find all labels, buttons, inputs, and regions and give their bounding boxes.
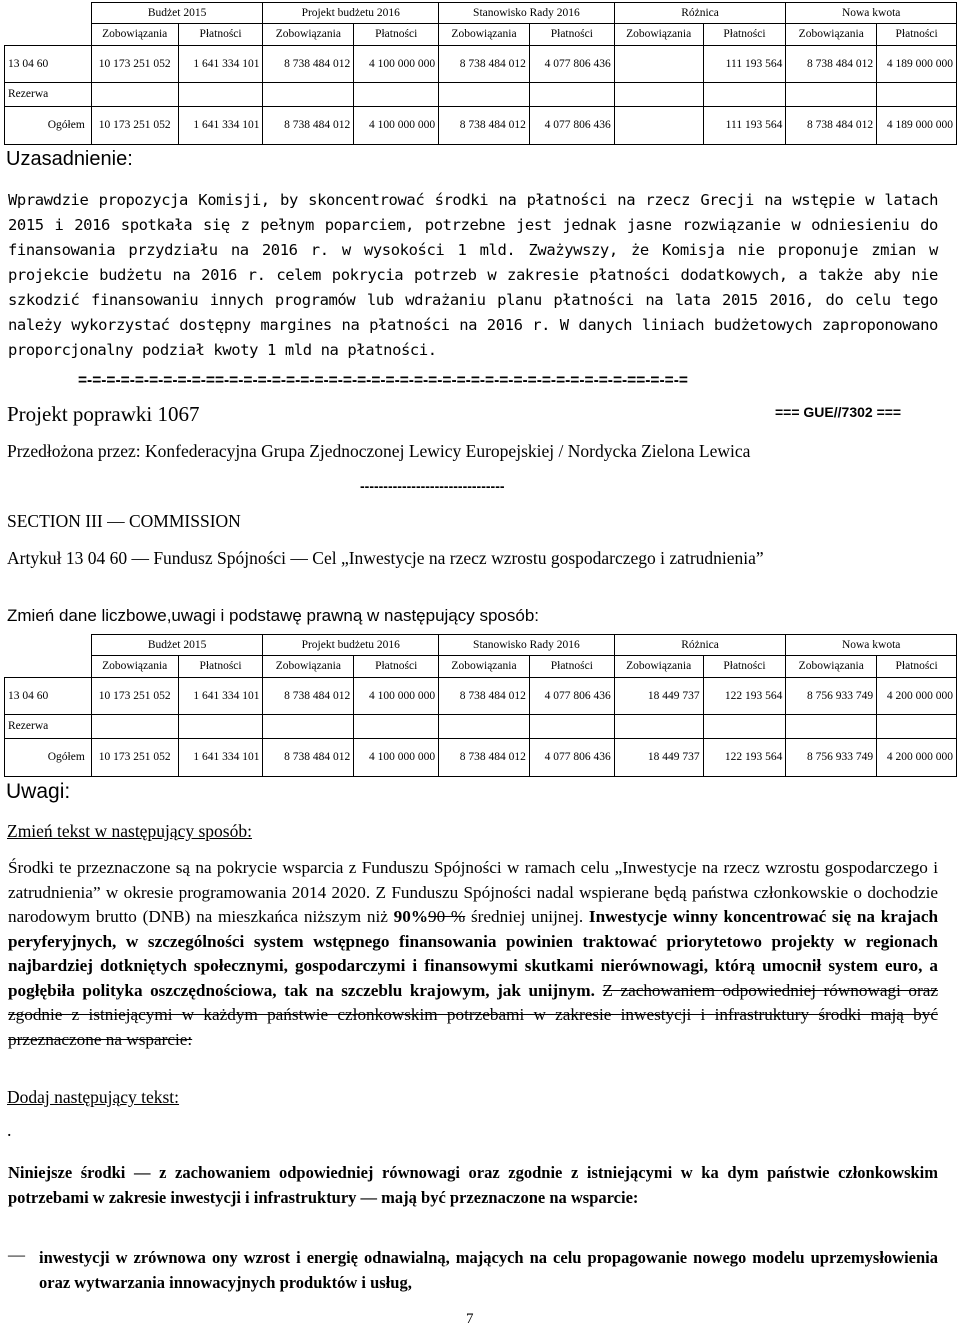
sub-header: Płatności bbox=[703, 24, 786, 46]
page-number: 7 bbox=[466, 1311, 474, 1327]
cell: 8 738 484 012 bbox=[263, 678, 354, 715]
amendment-title: Projekt poprawki 1067 bbox=[7, 402, 200, 426]
cell: 4 100 000 000 bbox=[354, 107, 439, 145]
cell: 8 738 484 012 bbox=[263, 107, 354, 145]
cell: 8 738 484 012 bbox=[439, 107, 530, 145]
sub-header: Zobowiązania bbox=[614, 656, 703, 678]
added-paragraph: Niniejsze środki — z zachowaniem odpowiedniej równowagi oraz zgodnie z istniejącymi w ka dym państwie członkowskim potrzebami w zakresie inwestycji i infrastruktury — mają być przeznaczone na wsparcie: bbox=[8, 1163, 938, 1207]
sub-header: Płatności bbox=[703, 656, 786, 678]
cell: 18 449 737 bbox=[614, 739, 703, 777]
remarks-added: Inwestycje winny koncentrować się na krajach peryferyjnych, w szczególności system wstępnego finansowania powinien traktować priorytetowo projekty w regionach najbardziej dotkniętych społecznymi, gospodarczymi i finansowymi skutkami nierównowagi, którą umocnił system euro, a pogłębiła polityka oszczędnościowa, tak na szczeblu krajowym, jak unijnym. bbox=[8, 907, 939, 1000]
cell: 8 738 484 012 bbox=[786, 46, 877, 83]
justification-text: Wprawdzie propozycja Komisji, by skoncentrować środki na płatności na rzecz Grecji na wstępie w latach 2015 i 2016 spotkała się z pełnym poparciem, potrzebne jest jednak jasne rozwiązanie w odniesieniu do finansowania przydziału na 2016 r. w wysokości 1 mld. Zważywszy, że Komisja nie proponuje zmian w projekcie budżetu na 2016 r. celem pokrycia potrzeb w zakresie płatności dodatkowych, a także aby nie szkodzić finansowaniu innych programów lub wdrażaniu planu płatności na lata 2015 2016, do celu tego należy wykorzystać dostępny margines na płatności na 2016 r. W danych liniach budżetowych zaproponowano proporcjonalny podział kwoty 1 mld na płatności. bbox=[8, 191, 938, 359]
cell: 8 738 484 012 bbox=[439, 46, 530, 83]
group-header: Nowa kwota bbox=[786, 3, 957, 24]
separator: =-=-=-=-=-=-=-=-=-==-=-=-=-=-=-=-=-=-=-=-=-=-=-=-=-=-=-=-=-=-=-=-=-=-=-=-=-=-==-=-=-= bbox=[78, 372, 688, 389]
group-header: Projekt budżetu 2016 bbox=[263, 635, 439, 656]
corner-cell bbox=[5, 24, 92, 46]
cell: 10 173 251 052 bbox=[91, 739, 178, 777]
article-heading bbox=[7, 546, 939, 571]
cell: 1 641 334 101 bbox=[178, 678, 263, 715]
cell: 4 100 000 000 bbox=[354, 739, 439, 777]
sub-header: Płatności bbox=[178, 656, 263, 678]
article-text: Artykuł 13 04 60 — Fundusz Spójności — Cel „Inwestycje na rzecz wzrostu gospodarczego i zatrudnienia” bbox=[7, 548, 764, 568]
cell: 122 193 564 bbox=[703, 739, 786, 777]
group-header: Stanowisko Rady 2016 bbox=[439, 3, 615, 24]
sub-header: Zobowiązania bbox=[786, 656, 877, 678]
dot-mark: . bbox=[7, 1120, 12, 1140]
remarks-heading: Uwagi: bbox=[6, 780, 71, 803]
budget-table-amendment bbox=[4, 634, 957, 777]
cell: 18 449 737 bbox=[614, 678, 703, 715]
change-text-label: Zmień tekst w następujący sposób: bbox=[7, 821, 252, 841]
cell: 10 173 251 052 bbox=[91, 107, 178, 145]
table-row bbox=[5, 107, 957, 145]
table-row bbox=[5, 715, 957, 739]
sub-header: Zobowiązania bbox=[786, 24, 877, 46]
dash-line: ------------------------------- bbox=[360, 478, 505, 494]
sub-header: Zobowiązania bbox=[614, 24, 703, 46]
corner-cell bbox=[5, 656, 92, 678]
row-label: 13 04 60 bbox=[5, 678, 92, 715]
group-header: Nowa kwota bbox=[786, 635, 957, 656]
cell: 8 756 933 749 bbox=[786, 739, 877, 777]
bullet-text: inwestycji w zrównowa ony wzrost i energię odnawialną, mających na celu propagowanie nowego modelu uprzemysłowienia oraz wytwarzania innowacyjnych produktów i usług, bbox=[39, 1248, 938, 1292]
cell: 8 738 484 012 bbox=[263, 739, 354, 777]
justification-heading: Uzasadnienie: bbox=[6, 148, 133, 170]
cell: 4 077 806 436 bbox=[529, 739, 614, 777]
corner-cell bbox=[5, 635, 92, 656]
cell: 4 100 000 000 bbox=[354, 46, 439, 83]
row-label: Ogółem bbox=[5, 107, 92, 145]
cell bbox=[614, 46, 703, 83]
cell: 4 100 000 000 bbox=[354, 678, 439, 715]
row-label: Rezerwa bbox=[5, 715, 92, 739]
sub-header: Płatności bbox=[877, 24, 957, 46]
change-instruction: Zmień dane liczbowe,uwagi i podstawę prawną w następujący sposób: bbox=[7, 606, 540, 625]
cell: 111 193 564 bbox=[703, 46, 786, 83]
cell: 4 077 806 436 bbox=[529, 678, 614, 715]
remarks-tail: średniej unijnej. bbox=[470, 907, 584, 926]
submitted-by: Przedłożona przez: Konfederacyjna Grupa Zjednoczonej Lewicy Europejskiej / Nordycka Zielona Lewica bbox=[7, 441, 751, 461]
cell: 4 077 806 436 bbox=[529, 46, 614, 83]
group-header: Budżet 2015 bbox=[91, 3, 263, 24]
cell: 8 738 484 012 bbox=[439, 739, 530, 777]
remarks-text bbox=[8, 856, 938, 1052]
cell: 10 173 251 052 bbox=[91, 46, 178, 83]
sub-header: Płatności bbox=[877, 656, 957, 678]
row-label: 13 04 60 bbox=[5, 46, 92, 83]
cell: 122 193 564 bbox=[703, 678, 786, 715]
remarks-new-value: 90% bbox=[393, 907, 429, 926]
group-header: Projekt budżetu 2016 bbox=[263, 3, 439, 24]
sub-header: Zobowiązania bbox=[91, 656, 178, 678]
group-header: Różnica bbox=[614, 3, 786, 24]
cell: 4 077 806 436 bbox=[529, 107, 614, 145]
remarks-intro: Środki te przeznaczone są na pokrycie wsparcia z Funduszu Spójności w ramach celu „Inwestycje na rzecz wzrostu gospodarczego i zatrudnienia” w okresie programowania 2014 2020. Z Funduszu Spójności nadal wspierane będą państwa członkowskie o dochodzie narodowym brutto (DNB) na mieszkańca niższym niż bbox=[8, 858, 938, 926]
budget-table-top bbox=[4, 2, 957, 145]
cell: 10 173 251 052 bbox=[91, 678, 178, 715]
cell: 4 189 000 000 bbox=[877, 107, 957, 145]
table-row bbox=[5, 83, 957, 107]
cell: 4 189 000 000 bbox=[877, 46, 957, 83]
sub-header: Płatności bbox=[529, 656, 614, 678]
section-heading: SECTION III — COMMISSION bbox=[7, 511, 241, 531]
cell: 8 738 484 012 bbox=[263, 46, 354, 83]
sub-header: Zobowiązania bbox=[263, 656, 354, 678]
group-header: Budżet 2015 bbox=[91, 635, 263, 656]
group-header: Stanowisko Rady 2016 bbox=[439, 635, 615, 656]
remarks-old-value: 90 % bbox=[428, 907, 466, 926]
remarks-deleted: Z zachowaniem odpowiedniej równowagi oraz zgodnie z istniejącymi w każdym państwie członkowskim potrzebami w zakresie inwestycji i infrastruktury środki mają być przeznaczone na wsparcie: bbox=[8, 980, 938, 1049]
table-row bbox=[5, 678, 957, 715]
sub-header: Płatności bbox=[354, 24, 439, 46]
sub-header: Płatności bbox=[178, 24, 263, 46]
group-header: Różnica bbox=[614, 635, 786, 656]
cell bbox=[614, 107, 703, 145]
cell: 111 193 564 bbox=[703, 107, 786, 145]
add-text-label: Dodaj następujący tekst: bbox=[7, 1087, 180, 1107]
cell: 4 200 000 000 bbox=[877, 678, 957, 715]
row-label: Ogółem bbox=[5, 739, 92, 777]
sub-header: Zobowiązania bbox=[91, 24, 178, 46]
cell: 4 200 000 000 bbox=[877, 739, 957, 777]
sub-header: Płatności bbox=[529, 24, 614, 46]
cell: 1 641 334 101 bbox=[178, 46, 263, 83]
cell: 8 756 933 749 bbox=[786, 678, 877, 715]
sub-header: Zobowiązania bbox=[263, 24, 354, 46]
cell: 1 641 334 101 bbox=[178, 739, 263, 777]
sub-header: Zobowiązania bbox=[439, 24, 530, 46]
corner-cell bbox=[5, 3, 92, 24]
cell: 8 738 484 012 bbox=[786, 107, 877, 145]
sub-header: Płatności bbox=[354, 656, 439, 678]
cell: 1 641 334 101 bbox=[178, 107, 263, 145]
cell: 8 738 484 012 bbox=[439, 678, 530, 715]
amendment-reference: === GUE//7302 === bbox=[775, 404, 902, 420]
row-label: Rezerwa bbox=[5, 83, 92, 107]
table-row bbox=[5, 739, 957, 777]
bullet-dash: — bbox=[8, 1245, 25, 1264]
sub-header: Zobowiązania bbox=[439, 656, 530, 678]
table-row bbox=[5, 46, 957, 83]
